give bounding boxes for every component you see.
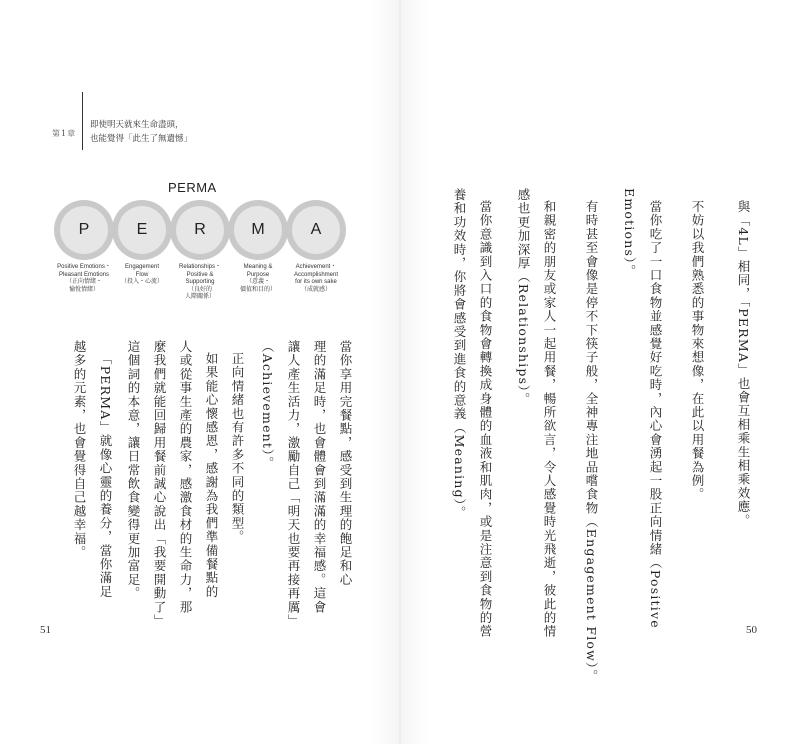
perma-letter-a: A: [292, 206, 340, 254]
right-page-number: 50: [746, 624, 757, 636]
right-column-5: 有時甚至會像是停不下筷子般，全神專注地品嚐食物（Engagement Flow）。: [584, 200, 599, 684]
running-header-line-1: 即使明天就來生命盡頭，: [90, 120, 184, 130]
left-column-8: 麼我們就能回歸用餐前誠心說出「我要開動了」: [152, 340, 167, 628]
left-column-9: 這個詞的本意，讓日常飲食變得更加富足。: [126, 340, 141, 601]
perma-circle-e: [112, 200, 172, 260]
right-column-2: 不妨以我們熟悉的事物來想像，在此以用餐為例。: [690, 200, 705, 502]
left-column-1: 當你享用完餐點，感受到生理的飽足和心: [338, 340, 353, 587]
perma-circle-m: [228, 200, 288, 260]
perma-letter-p: P: [60, 206, 108, 254]
left-column-6: 如果能心懷感恩，感謝為我們準備餐點的: [204, 352, 219, 599]
perma-diagram-title: PERMA: [168, 180, 217, 195]
right-column-1: 與「4L」相同，「PERMA」也會互相乘生相乘效應。: [736, 200, 751, 528]
right-column-7: 感也更加深厚（Relationships）。: [516, 188, 531, 407]
left-column-3: 讓人產生活力，激勵自己「明天也要再接再厲」: [286, 340, 301, 628]
left-column-5: 正向情緒也有許多不同的類型。: [230, 352, 245, 544]
chapter-label: 第1章: [52, 129, 77, 138]
left-column-4: （Achievement）。: [260, 340, 275, 471]
perma-circle-p: [54, 200, 114, 260]
perma-letter-r: R: [176, 206, 224, 254]
perma-caption-r: Relationships・ Positive & Supporting （良好的 人際關係）: [178, 264, 222, 300]
perma-caption-a: Achievement・ Accomplishment for its own sake （成就感）: [293, 264, 338, 293]
right-column-3: 當你吃了一口食物並感覺好吃時，內心會湧起一股正向情緒（Positive: [648, 200, 663, 629]
left-column-10: 「PERMA」就像心靈的養分，當你滿足: [98, 352, 113, 599]
left-column-2: 理的滿足時，也會體會到滿滿的幸福感。這會: [312, 340, 327, 614]
perma-caption-m: Meaning & Purpose （意義・ 價值和目的）: [239, 264, 276, 293]
right-column-4: Emotions）。: [622, 188, 637, 279]
right-column-9: 養和功效時，你將會感受到進食的意義（Meaning）。: [452, 188, 467, 520]
left-page-number: 51: [40, 624, 51, 636]
perma-caption-e: Engagement Flow （投入・心流）: [120, 264, 163, 285]
running-header-line-2: 也能覺得「此生了無遺憾」: [90, 134, 193, 144]
perma-letter-e: E: [118, 206, 166, 254]
right-column-8: 當你意識到入口的食物會轉換成身體的血液和肌肉，或是注意到食物的營: [478, 200, 493, 639]
right-column-6: 和親密的朋友或家人一起用餐，暢所欲言，令人感覺時光飛逝，彼此的情: [542, 200, 557, 639]
perma-caption-p: Positive Emotions・ Pleasant Emotions （正向情緒・ 愉悅情緒）: [57, 264, 111, 293]
perma-letter-m: M: [234, 206, 282, 254]
header-rule: [82, 92, 83, 150]
perma-circle-a: [286, 200, 346, 260]
left-column-7: 人或從事生產的農家，感激食材的生命力，那: [178, 340, 193, 614]
left-column-11: 越多的元素，也會覺得自己越幸福。: [72, 340, 87, 560]
book-gutter: [399, 0, 401, 744]
perma-circle-r: [170, 200, 230, 260]
running-header: [90, 118, 192, 146]
